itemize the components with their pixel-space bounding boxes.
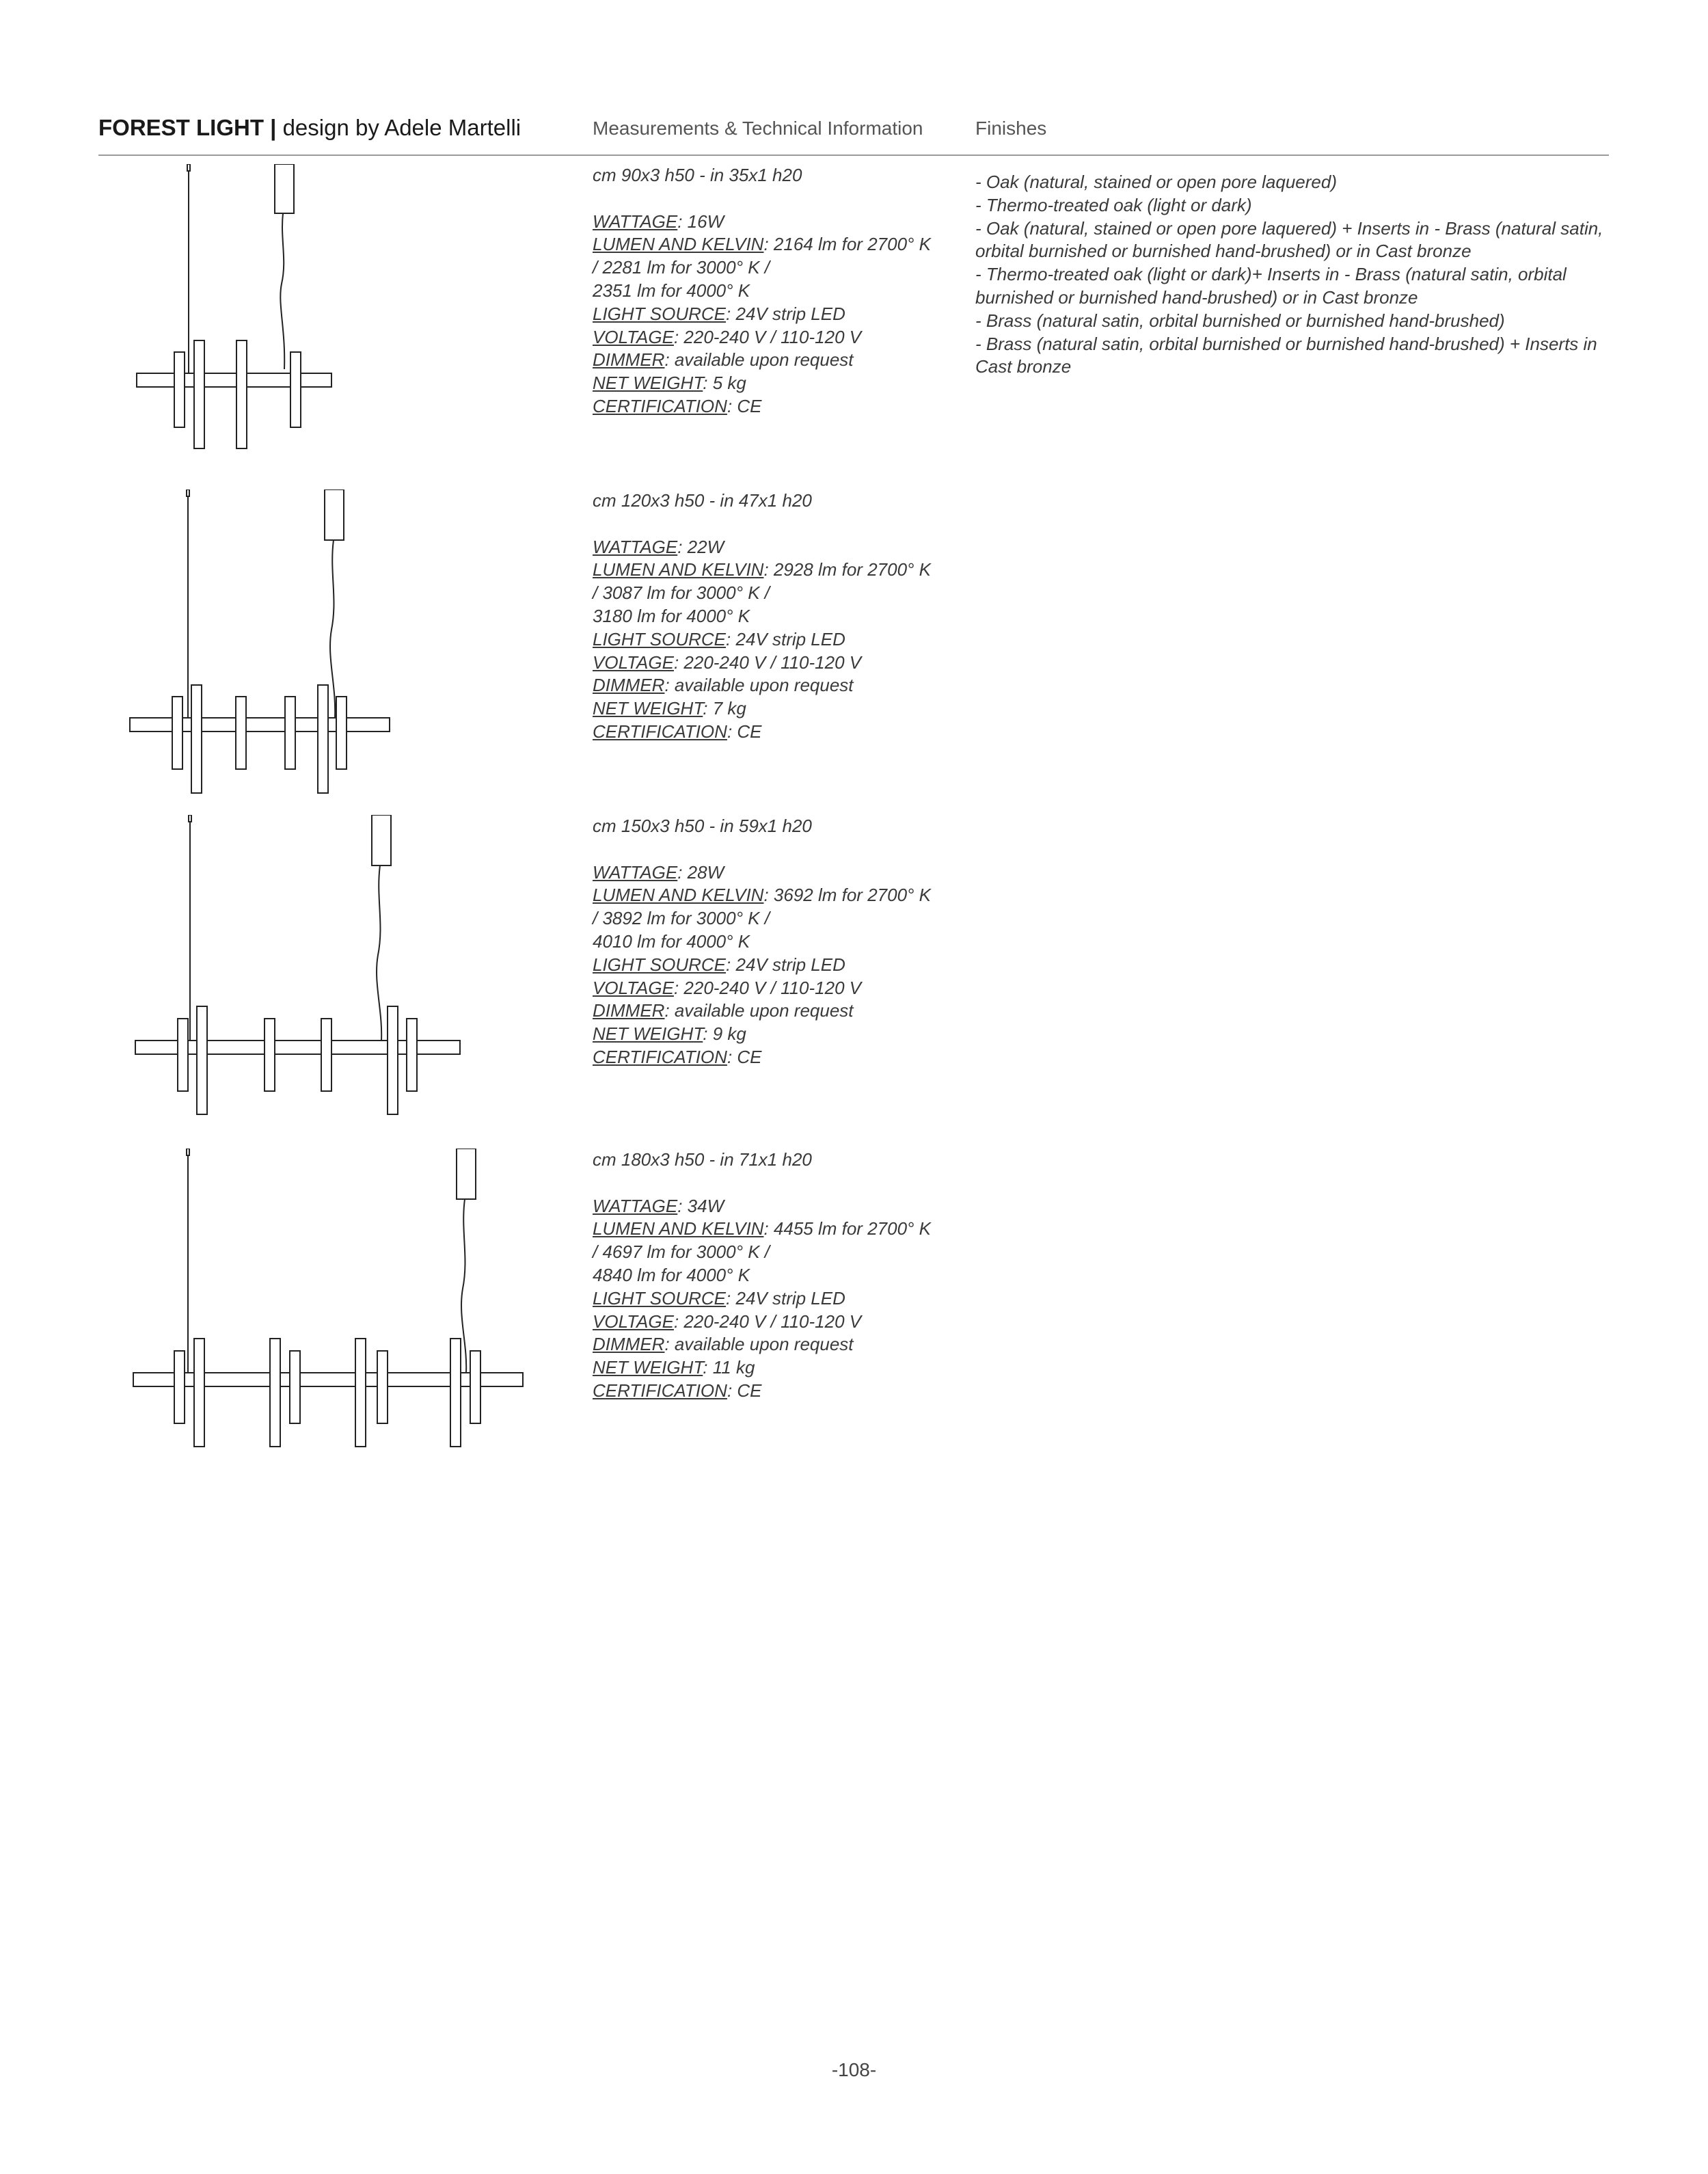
light-source-label: LIGHT SOURCE bbox=[593, 628, 727, 649]
finish-item: - Thermo-treated oak (light or dark) bbox=[975, 194, 1252, 215]
light-source-value: : 24V strip LED bbox=[726, 303, 845, 324]
dimensions: cm 90x3 h50 - in 35x1 h20 bbox=[593, 165, 802, 185]
dimmer-value: : available upon request bbox=[664, 1000, 854, 1021]
dimensions: cm 150x3 h50 - in 59x1 h20 bbox=[593, 816, 812, 836]
certification-label: CERTIFICATION bbox=[593, 1380, 727, 1401]
header-divider bbox=[98, 155, 1609, 156]
finish-item: - Brass (natural satin, orbital burnished or burnished hand-brushed) + Inserts in Cast bronze bbox=[975, 333, 1597, 377]
wattage-value: : 16W bbox=[677, 211, 724, 232]
wattage-label: WATTAGE bbox=[593, 861, 678, 883]
certification-label: CERTIFICATION bbox=[593, 721, 727, 742]
wattage-label: WATTAGE bbox=[593, 211, 678, 232]
lamp-drawing-150 bbox=[123, 815, 478, 1123]
net-weight-value: : 5 kg bbox=[703, 373, 746, 394]
lumen-value-3: 4010 lm for 4000° K bbox=[593, 930, 750, 952]
net-weight-value: : 9 kg bbox=[703, 1023, 746, 1045]
net-weight-label: NET WEIGHT bbox=[593, 1023, 703, 1045]
lumen-value-2: / 3892 lm for 3000° K / bbox=[593, 908, 770, 929]
light-source-label: LIGHT SOURCE bbox=[593, 954, 727, 975]
lumen-label: LUMEN AND KELVIN bbox=[593, 559, 764, 580]
page-header bbox=[98, 115, 1609, 156]
wattage-label: WATTAGE bbox=[593, 536, 678, 557]
net-weight-value: : 7 kg bbox=[703, 698, 746, 719]
spec-block-150 bbox=[593, 815, 975, 1069]
lumen-value-1: : 2928 lm for 2700° K bbox=[763, 559, 931, 580]
voltage-value: : 220-240 V / 110-120 V bbox=[673, 977, 862, 998]
lumen-label: LUMEN AND KELVIN bbox=[593, 885, 764, 906]
net-weight-value: : 11 kg bbox=[703, 1357, 755, 1378]
light-source-value: : 24V strip LED bbox=[726, 628, 845, 649]
certification-value: : CE bbox=[727, 721, 762, 742]
spec-block-120 bbox=[593, 489, 975, 744]
lumen-value-3: 4840 lm for 4000° K bbox=[593, 1264, 750, 1285]
lamp-drawing-180 bbox=[123, 1149, 533, 1456]
wattage-value: : 34W bbox=[677, 1195, 724, 1216]
wattage-value: : 28W bbox=[677, 861, 724, 883]
voltage-value: : 220-240 V / 110-120 V bbox=[673, 652, 862, 673]
certification-label: CERTIFICATION bbox=[593, 1046, 727, 1067]
dimmer-value: : available upon request bbox=[664, 675, 854, 696]
lumen-value-2: / 2281 lm for 3000° K / bbox=[593, 257, 770, 278]
wattage-value: : 22W bbox=[677, 536, 724, 557]
finishes-list bbox=[975, 171, 1618, 379]
dimensions: cm 180x3 h50 - in 71x1 h20 bbox=[593, 1149, 812, 1170]
light-source-value: : 24V strip LED bbox=[726, 1287, 845, 1309]
lamp-drawing-90 bbox=[123, 164, 349, 451]
voltage-label: VOLTAGE bbox=[593, 652, 674, 673]
lumen-value-2: / 4697 lm for 3000° K / bbox=[593, 1242, 770, 1263]
finish-item: - Brass (natural satin, orbital burnished or burnished hand-brushed) bbox=[975, 310, 1505, 331]
product-name: FOREST LIGHT bbox=[98, 115, 264, 140]
lumen-label: LUMEN AND KELVIN bbox=[593, 234, 764, 255]
voltage-label: VOLTAGE bbox=[593, 326, 674, 347]
page-number: -108- bbox=[831, 2059, 877, 2080]
net-weight-label: NET WEIGHT bbox=[593, 698, 703, 719]
lumen-value-1: : 4455 lm for 2700° K bbox=[763, 1218, 931, 1239]
light-source-label: LIGHT SOURCE bbox=[593, 303, 727, 324]
certification-value: : CE bbox=[727, 1046, 762, 1067]
finish-item: - Oak (natural, stained or open pore laquered) + Inserts in - Brass (natural satin, orbital burnished or burnished hand-brushed) or in Cast bronze bbox=[975, 217, 1603, 262]
dimmer-label: DIMMER bbox=[593, 675, 665, 696]
spec-block-180 bbox=[593, 1149, 975, 1403]
measurements-column-heading: Measurements & Technical Information bbox=[593, 118, 923, 139]
spec-block-90 bbox=[593, 164, 975, 418]
net-weight-label: NET WEIGHT bbox=[593, 373, 703, 394]
voltage-label: VOLTAGE bbox=[593, 977, 674, 998]
certification-value: : CE bbox=[727, 1380, 762, 1401]
dimensions: cm 120x3 h50 - in 47x1 h20 bbox=[593, 490, 812, 511]
lamp-drawing-120 bbox=[123, 489, 410, 797]
light-source-value: : 24V strip LED bbox=[726, 954, 845, 975]
finish-item: - Thermo-treated oak (light or dark)+ Inserts in - Brass (natural satin, orbital burnished or burnished hand-brushed) or in Cast bronze bbox=[975, 264, 1567, 308]
lumen-label: LUMEN AND KELVIN bbox=[593, 1218, 764, 1239]
lumen-value-3: 3180 lm for 4000° K bbox=[593, 605, 750, 626]
dimmer-label: DIMMER bbox=[593, 349, 665, 371]
lumen-value-2: / 3087 lm for 3000° K / bbox=[593, 582, 770, 604]
lumen-value-3: 2351 lm for 4000° K bbox=[593, 280, 750, 301]
net-weight-label: NET WEIGHT bbox=[593, 1357, 703, 1378]
dimmer-label: DIMMER bbox=[593, 1334, 665, 1355]
lumen-value-1: : 3692 lm for 2700° K bbox=[763, 885, 931, 906]
voltage-value: : 220-240 V / 110-120 V bbox=[673, 1311, 862, 1332]
voltage-value: : 220-240 V / 110-120 V bbox=[673, 326, 862, 347]
dimmer-label: DIMMER bbox=[593, 1000, 665, 1021]
light-source-label: LIGHT SOURCE bbox=[593, 1287, 727, 1309]
finish-item: - Oak (natural, stained or open pore laquered) bbox=[975, 172, 1337, 192]
voltage-label: VOLTAGE bbox=[593, 1311, 674, 1332]
certification-value: : CE bbox=[727, 395, 762, 416]
product-title bbox=[98, 115, 521, 141]
dimmer-value: : available upon request bbox=[664, 1334, 854, 1355]
dimmer-value: : available upon request bbox=[664, 349, 854, 371]
lumen-value-1: : 2164 lm for 2700° K bbox=[763, 234, 931, 255]
finishes-column-heading: Finishes bbox=[975, 118, 1047, 139]
certification-label: CERTIFICATION bbox=[593, 395, 727, 416]
wattage-label: WATTAGE bbox=[593, 1195, 678, 1216]
designer-credit: design by Adele Martelli bbox=[282, 115, 521, 140]
title-separator: | bbox=[264, 115, 283, 140]
